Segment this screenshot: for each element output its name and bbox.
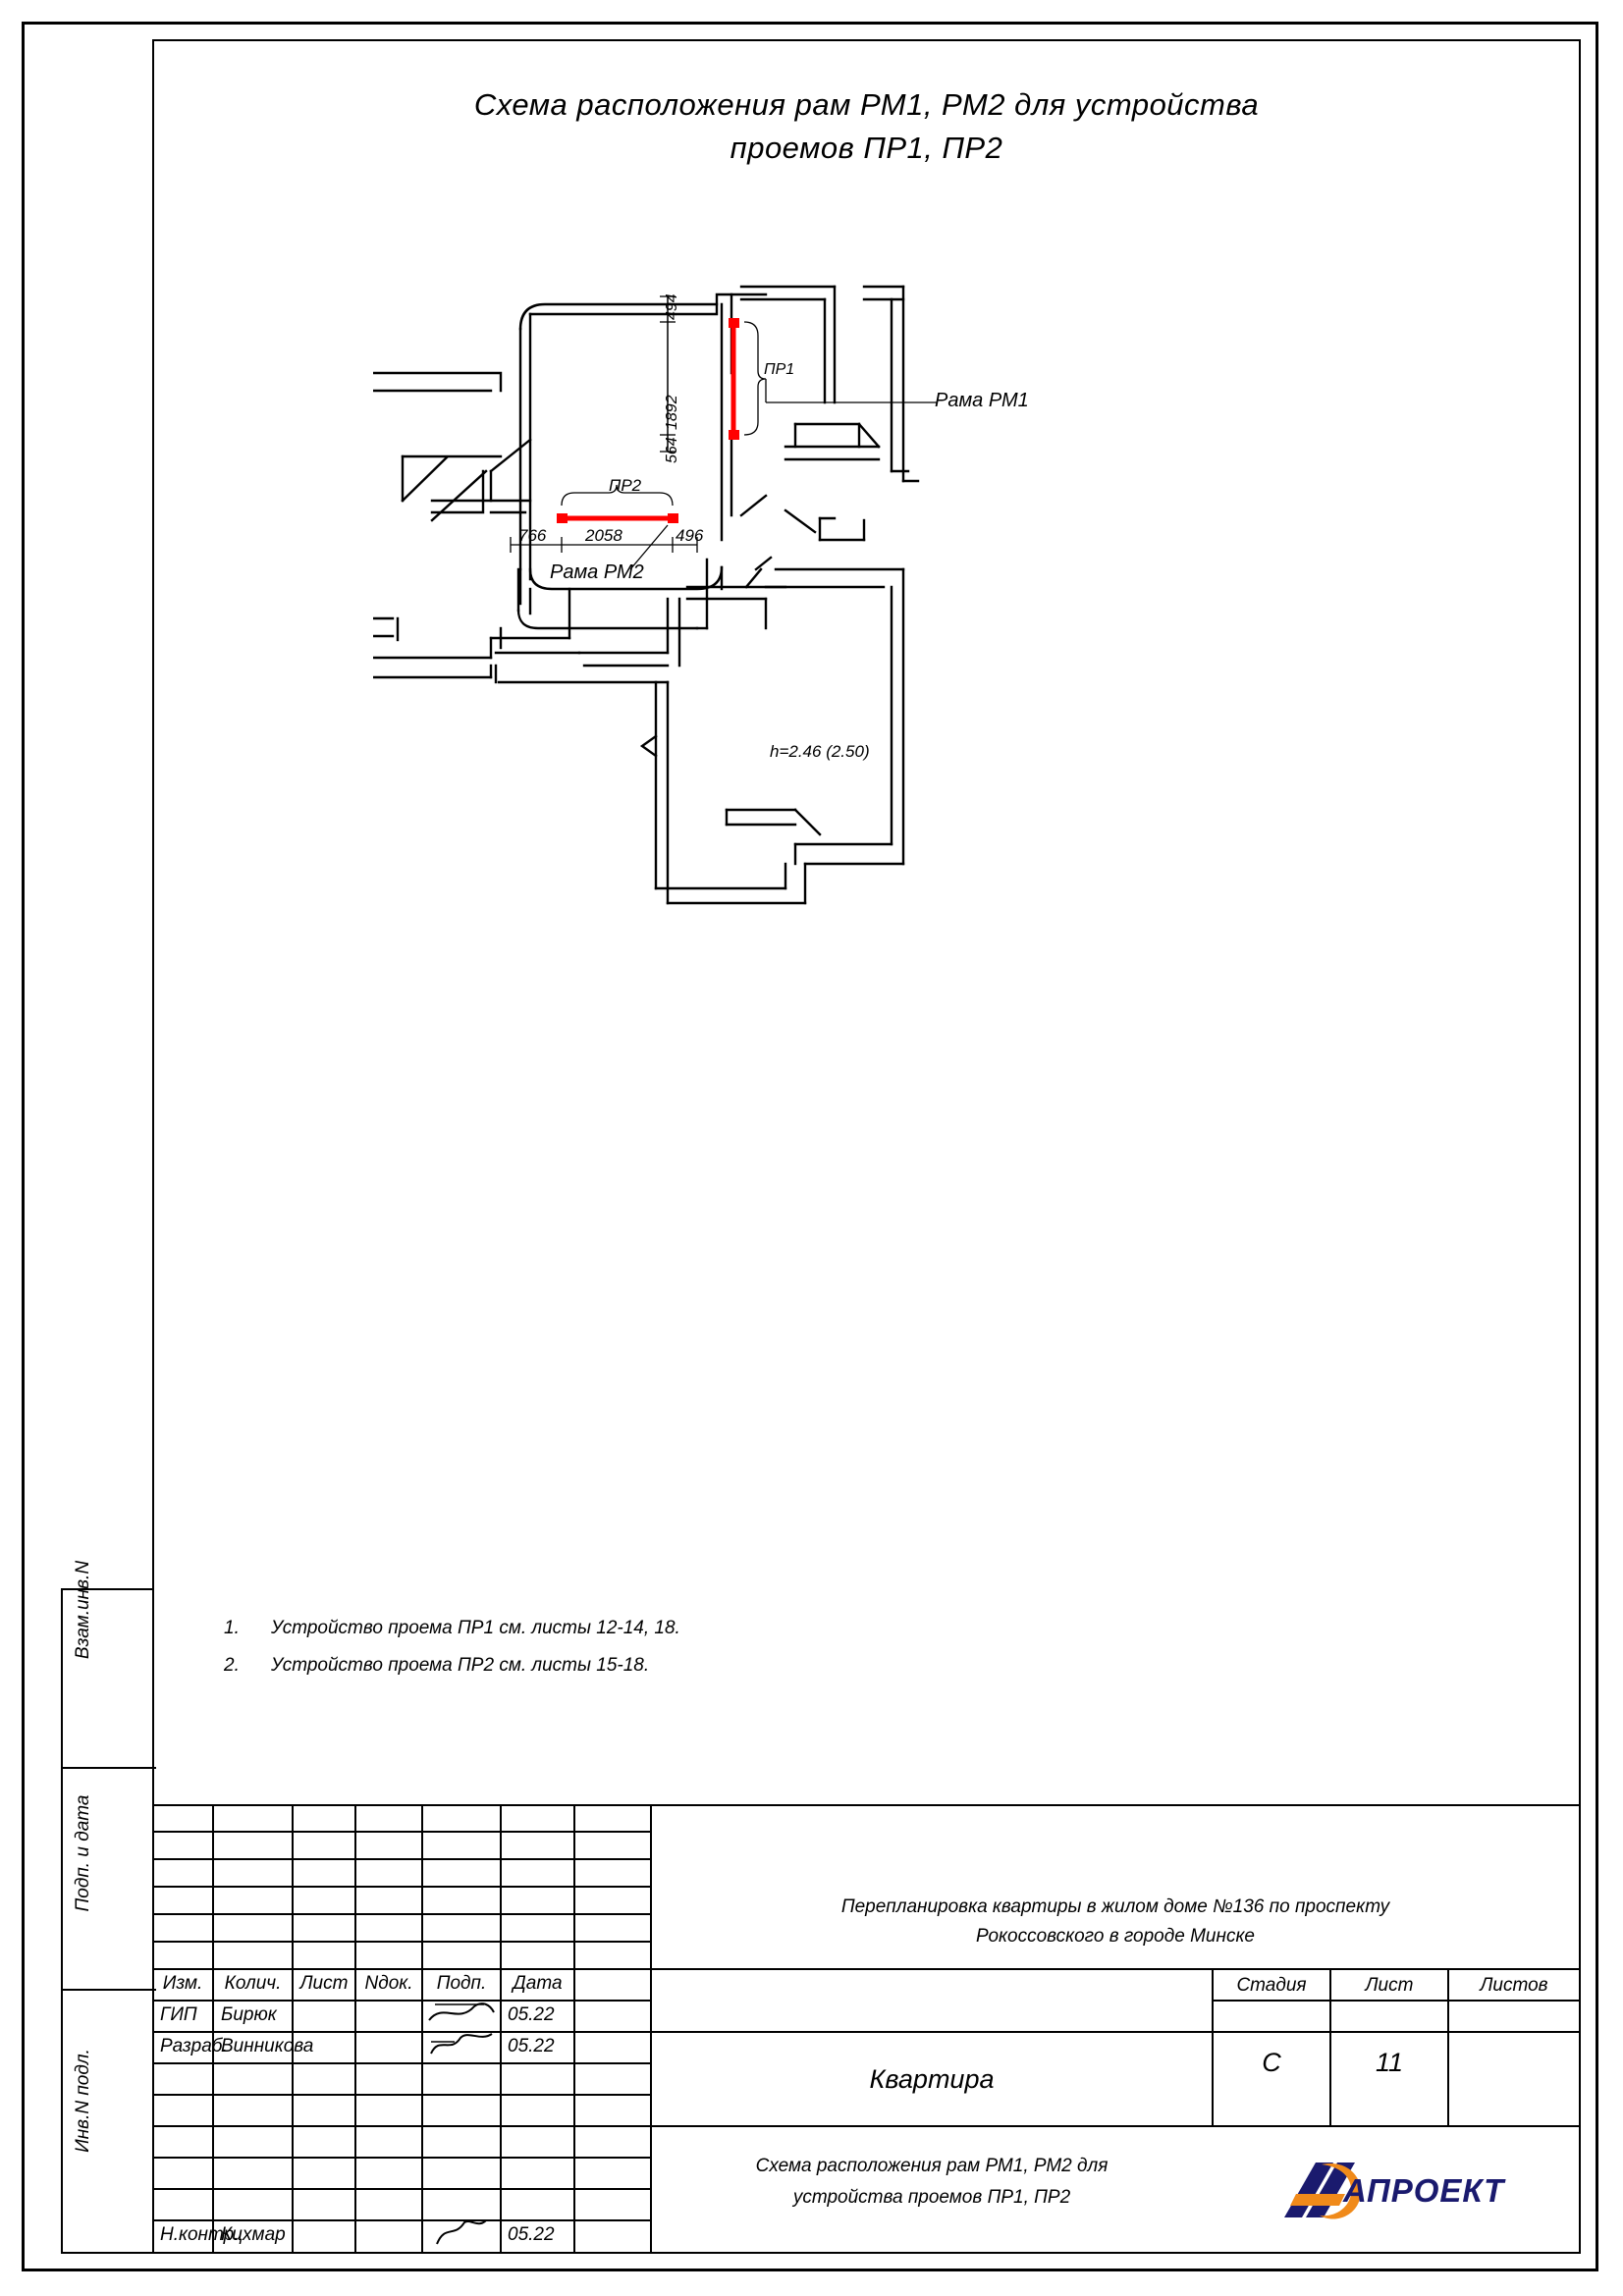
list-item — [224, 1610, 680, 1647]
bracket-pr1 — [744, 322, 766, 435]
note-number: 1. — [224, 1618, 240, 1638]
row-date-razrab: 05.22 — [508, 2036, 555, 2056]
note-text: Устройство проема ПР2 см. листы 15-18. — [271, 1655, 650, 1676]
project-name-line2: Рокоссовского в городе Минске — [976, 1926, 1255, 1947]
dim-1892: 1892 — [664, 395, 680, 430]
sheet-title-line2: устройства проемов ПР1, ПР2 — [792, 2187, 1071, 2208]
col-header-izm: Изм. — [162, 1973, 203, 1994]
row-role-nkontr: Н.контр. — [160, 2224, 240, 2245]
page-title-line2: проемов ПР1, ПР2 — [730, 131, 1003, 165]
stage-header: Стадия — [1236, 1975, 1307, 1996]
label-rama-rm1: Рама РМ1 — [935, 390, 1029, 411]
dim-766: 766 — [518, 526, 547, 545]
leader-rm1 — [766, 379, 938, 402]
row-role-razrab: Разраб. — [160, 2036, 228, 2056]
dim-564: 564 — [664, 437, 680, 463]
row-date-nkontr: 05.22 — [508, 2224, 555, 2245]
object-name: Квартира — [869, 2064, 995, 2094]
list-item — [224, 1647, 680, 1684]
signature-nkontr — [425, 2218, 498, 2248]
label-ceiling-height: h=2.46 (2.50) — [770, 742, 870, 761]
label-rama-rm2: Рама РМ2 — [550, 561, 644, 583]
col-header-podp: Подп. — [436, 1973, 487, 1994]
company-name: АПРОЕКТ — [1343, 2172, 1505, 2209]
label-vzam-inv: Взам.инв.N — [73, 1560, 93, 1660]
floor-plan-svg — [373, 275, 1365, 982]
col-header-data: Дата — [513, 1973, 563, 1994]
dim-2058: 2058 — [585, 526, 622, 545]
stage-value: С — [1262, 2048, 1281, 2077]
sheets-header: Листов — [1480, 1975, 1548, 1996]
project-name-line1: Перепланировка квартиры в жилом доме №136 по проспекту — [840, 1896, 1390, 1917]
dim-496: 496 — [676, 526, 704, 545]
page-title — [152, 83, 1581, 170]
row-name-nkontr: Кцхмар — [221, 2224, 286, 2245]
sheet-header: Лист — [1365, 1975, 1414, 1996]
signature-razrab — [425, 2030, 498, 2059]
label-pr1: ПР1 — [764, 361, 795, 378]
col-header-list: Лист — [299, 1973, 349, 1994]
note-number: 2. — [224, 1655, 240, 1676]
label-podp-data: Подп. и дата — [73, 1794, 93, 1912]
frame-accent-lines — [562, 322, 733, 518]
label-inv-podl: Инв.N подл. — [73, 2049, 93, 2153]
col-header-ndok: Nдок. — [364, 1973, 413, 1994]
row-name-gip: Бирюк — [221, 2004, 277, 2025]
row-date-gip: 05.22 — [508, 2004, 555, 2025]
row-name-razrab: Винникова — [221, 2036, 314, 2056]
notes-list — [224, 1610, 680, 1684]
note-text: Устройство проема ПР1 см. листы 12-14, 18. — [271, 1618, 680, 1638]
page-title-line1: Схема расположения рам РМ1, РМ2 для устройства — [473, 87, 1260, 122]
sheet-title-line1: Схема расположения рам РМ1, РМ2 для — [755, 2156, 1109, 2176]
row-role-gip: ГИП — [160, 2004, 197, 2025]
dim-494-top: 494 — [664, 294, 680, 320]
floor-plan-drawing — [373, 275, 1365, 982]
col-header-kolich: Колич. — [224, 1973, 282, 1994]
label-pr2: ПР2 — [609, 476, 642, 495]
signature-gip — [425, 1999, 498, 2028]
sheet-value: 11 — [1375, 2048, 1404, 2077]
